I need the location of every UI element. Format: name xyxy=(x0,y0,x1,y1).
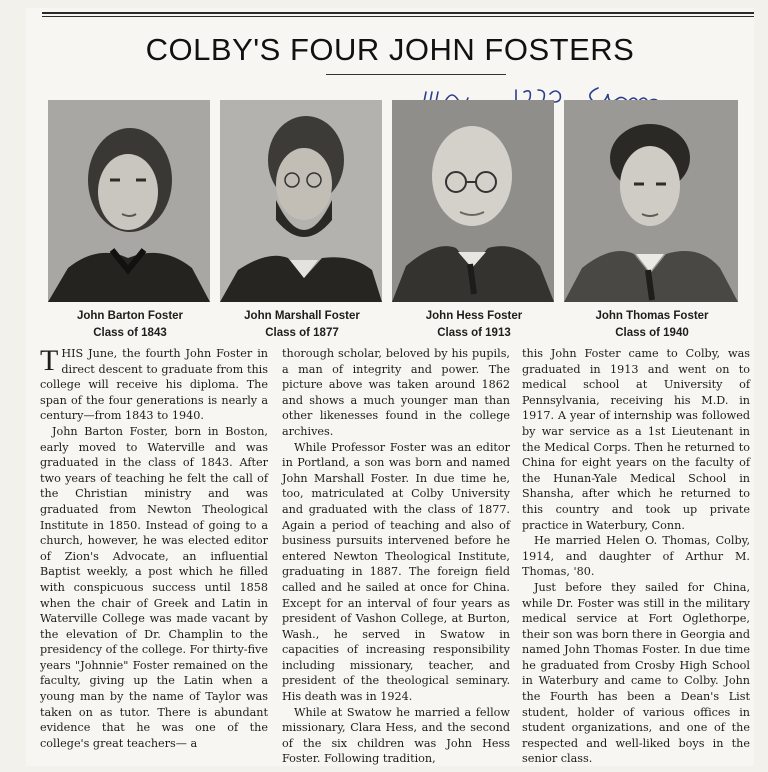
caption-4 xyxy=(566,308,738,342)
portrait-john-barton-foster xyxy=(48,100,210,302)
paragraph: Just before they sailed for China, while Dr. Foster was still in the military medical service at Fort Oglethorpe, their son was born there in Georgia and named John Thomas Foster. In due time he graduated from Crosby High School in Waterbury and came to Colby. John the Fourth has been a Dean's List student, holder of various offices in student organizations, and one of the respected and well-liked boys in the senior class. xyxy=(522,580,750,766)
paragraph: this John Foster came to Colby, was graduated in 1913 and went on to medical school at University of Pennsylvania, receiving his M.D. in 1917. A year of internship was followed by war service as a 1st Lieutenant in the Medical Corps. Then he returned to China for eight years on the faculty of the Hunan-Yale Medical School in Shansha, after which he returned to this country and took up private practice in Waterbury, Conn. xyxy=(522,347,750,532)
paragraph: He married Helen O. Thomas, Colby, 1914, and daughter of Arthur M. Thomas, '80. xyxy=(522,534,750,579)
article-column-1 xyxy=(40,346,268,751)
caption-name: John Barton Foster xyxy=(76,310,184,322)
caption-name: John Hess Foster xyxy=(425,310,523,322)
caption-name: John Marshall Foster xyxy=(244,310,360,322)
title-underline xyxy=(326,74,506,75)
portrait-john-hess-foster xyxy=(392,100,554,302)
caption-3 xyxy=(388,308,560,342)
caption-name: John Thomas Foster xyxy=(595,310,709,322)
paragraph: While at Swatow he married a fellow missionary, Clara Hess, and the second of the six children was John Hess Foster. Following tradition, xyxy=(282,705,510,766)
caption-class: Class of 1843 xyxy=(93,327,167,339)
caption-class: Class of 1913 xyxy=(437,327,511,339)
drop-cap: T xyxy=(40,344,59,377)
paragraph xyxy=(40,346,268,424)
page-title: COLBY'S FOUR JOHN FOSTERS xyxy=(145,32,635,67)
portrait-row xyxy=(48,100,738,302)
caption-class: Class of 1940 xyxy=(615,327,689,339)
portrait-john-thomas-foster xyxy=(564,100,738,302)
portrait-captions xyxy=(48,308,738,348)
caption-2 xyxy=(216,308,388,342)
article-column-2 xyxy=(282,346,510,767)
article-column-3 xyxy=(522,346,750,767)
caption-1 xyxy=(44,308,216,342)
paragraph: thorough scholar, beloved by his pupils, a man of integrity and power. The picture above was taken around 1862 and shows a much younger man than other likenesses found in the college archives. xyxy=(282,347,510,438)
clipping-page xyxy=(26,8,754,766)
article-body xyxy=(40,344,750,766)
top-rule xyxy=(42,12,754,14)
portrait-john-marshall-foster xyxy=(220,100,382,302)
caption-class: Class of 1877 xyxy=(265,327,339,339)
paragraph: While Professor Foster was an editor in Portland, a son was born and named John Marshall Foster. In due time he, too, matriculated at Colby University and graduated with the class of 1877. Again a period of teaching and also of business pursuits intervened before he entered Newton Theological Institute, graduating in 1887. The foreign field called and he sailed at once for China. Except for an interval of four years as president of Vashon College, at Burton, Wash., he served in Swatow in capacities of increasing responsibility including missionary, teacher, and president of the theological seminary. His death was in 1924. xyxy=(282,440,510,704)
paragraph-text: HIS June, the fourth John Foster in direct descent to graduate from this college will receive his diploma. The span of the four generations is nearly a century—from 1843 to 1940. xyxy=(40,347,268,423)
top-rule-thin xyxy=(42,16,754,17)
paragraph: John Barton Foster, born in Boston, early moved to Waterville and was graduated in the class of 1843. After two years of teaching he felt the call of the Christian ministry and was graduated from Newton Theological Institute in 1850. Instead of going to a church, however, he was elected editor of Zion's Advocate, an influential Baptist weekly, a post which he filled with conspicuous success until 1858 when the chair of Greek and Latin in Waterville College was made vacant by the elevation of Dr. Champlin to the presidency of the college. For thirty-five years "Johnnie" Foster remained on the faculty, giving up the Latin when a young man by the name of Taylor was taken on as tutor. There is abundant evidence that he was one of the college's great teachers— a xyxy=(40,424,268,750)
